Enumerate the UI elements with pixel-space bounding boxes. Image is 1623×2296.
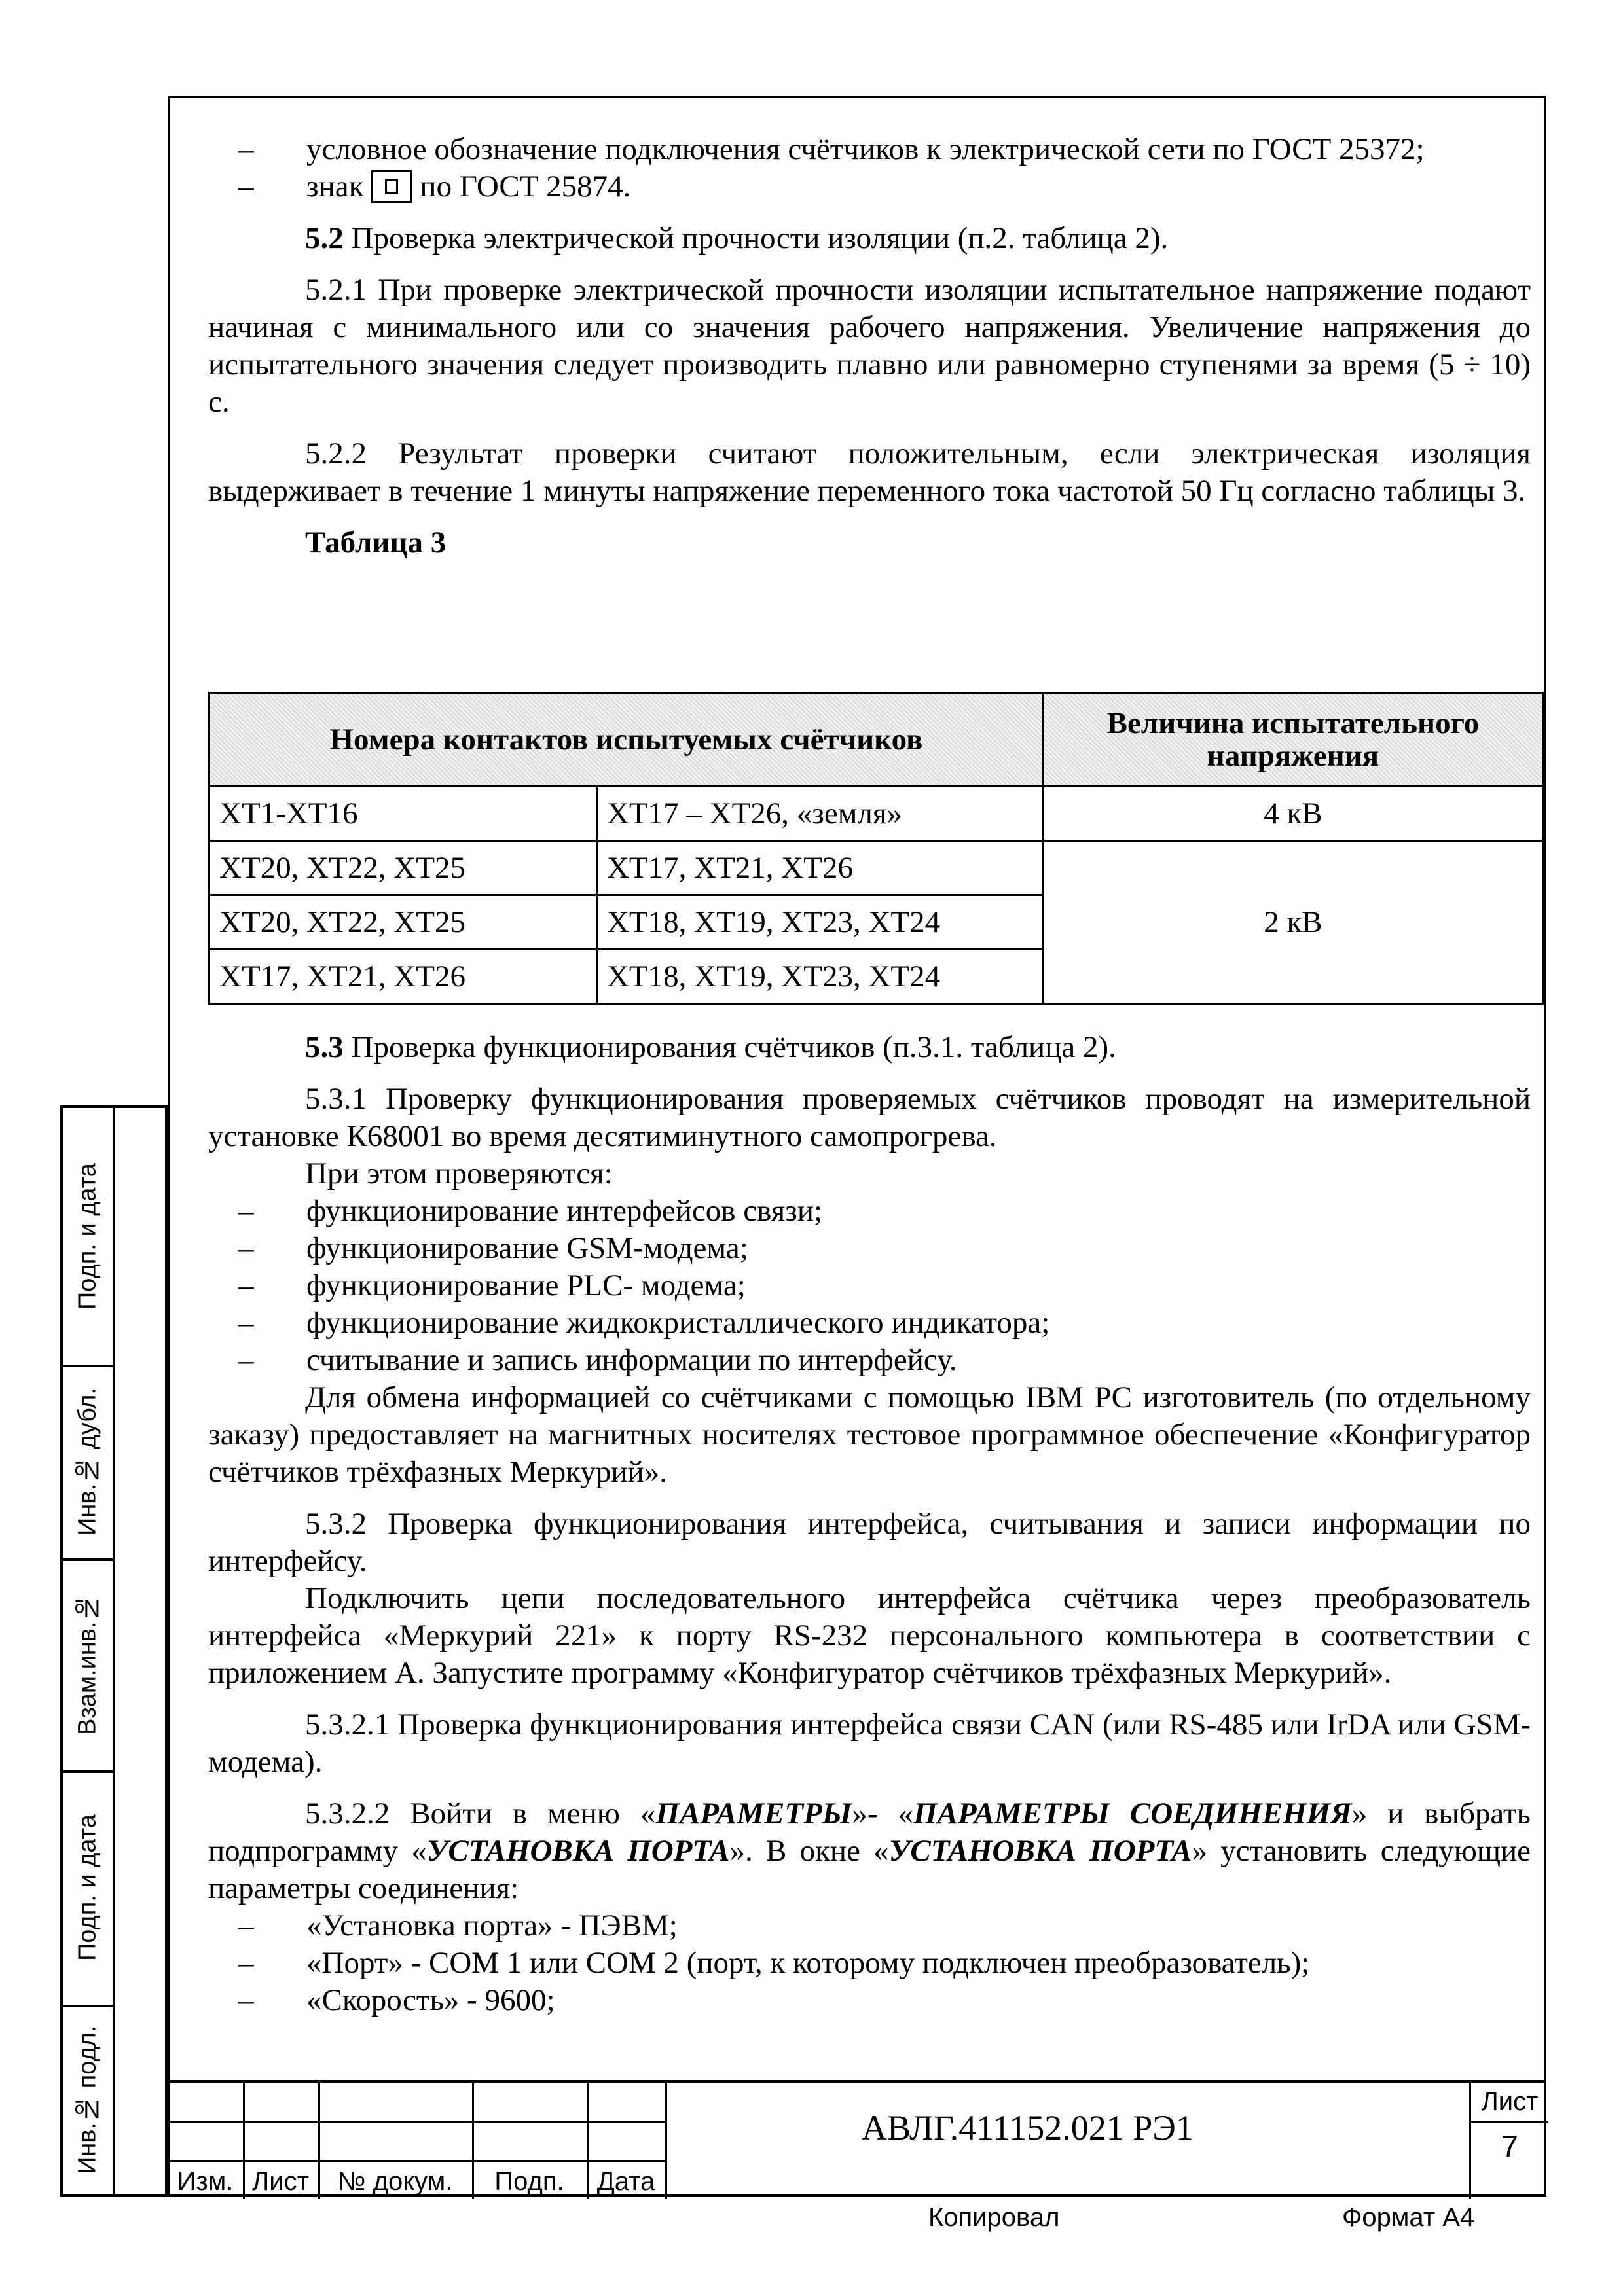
dash-mark: – [238,132,254,166]
table-row [210,841,1543,895]
table-header-row [210,693,1543,787]
document-body-continued [208,1029,1531,2019]
dash-mark: – [238,1983,254,2017]
table-3 [208,692,1544,1005]
list-item [208,1304,1531,1342]
dash-mark: – [238,1343,254,1377]
table-cell: ХТ17, ХТ21, ХТ26 [210,950,597,1004]
binding-sidebar [60,1105,168,2197]
table-cell-voltage: 4 кВ [1043,787,1542,841]
sidebar-label: Инв.№ подл. [73,2025,101,2174]
stamp-label-change: Изм. [177,2167,234,2196]
list-item [208,1267,1531,1304]
list-item-text: функционирование жидкокристаллического индикатора; [306,1306,1050,1340]
paragraph-5-2-1: 5.2.1 При проверке электрической прочности изоляции испытательное напряжение подают начиная с минимального или со значения рабочего напряжения. Увеличение напряжения до испытательного значения следует производить плавно или равномерно ступенями за время (5 ÷ 10) с. [208,273,1531,420]
paragraph-5-3-2-2 [208,1795,1531,1907]
sign-line-after: по ГОСТ 25874. [420,170,631,204]
sidebar-label: Взам.инв.№ [73,1594,101,1735]
list-item [208,131,1531,168]
sidebar-label: Инв.№ дубл. [73,1388,101,1535]
paragraph-connect: Подключить цепи последовательного интерфейса счётчика через преобразователь интерфейса «Меркурий 221» к порту RS-232 персонального компьютера в соответствии с приложением А. Запустите программу «Конфигуратор счётчиков трёхфазных Меркурий». [208,1581,1531,1690]
list-item-text: «Скорость» - 9600; [306,1983,555,2017]
header-voltage: Величина испытательного напряжения [1043,693,1542,787]
list-item-text: функционирование PLC- модема; [306,1268,746,1302]
menu-name: ПАРАМЕТРЫ [655,1797,852,1831]
sidebar-label: Подп. и дата [73,1163,101,1310]
section-number: 5.2 [305,221,344,256]
text-run: » и выбрать подпрограмму « [208,1797,1531,1868]
dash-mark: – [238,170,254,204]
sheet-label: Лист [1471,2083,1548,2123]
sheet-number: 7 [1501,2129,1518,2163]
table-cell: ХТ20, ХТ22, ХТ25 [210,841,597,895]
header-contacts: Номера контактов испытуемых счётчиков [210,693,1044,787]
table-cell: ХТ17, ХТ21, ХТ26 [596,841,1043,895]
text-run: »- « [852,1797,913,1831]
table-cell: ХТ1-ХТ16 [210,787,597,841]
list-item [208,1982,1531,2019]
footer-copied: Копировал [928,2203,1060,2232]
section-title: Проверка функционирования счётчиков (п.3.1. таблица 2). [351,1030,1116,1064]
menu-name: ПАРАМЕТРЫ СОЕДИНЕНИЯ [913,1797,1352,1831]
paragraph-5-3-2: 5.3.2 Проверка функционирования интерфейса, считывания и записи информации по интерфейсу. [208,1507,1531,1578]
stamp-label-doc: № докум. [337,2167,453,2196]
paragraph-exchange: Для обмена информацией со счётчиками с помощью IBM PC изготовитель (по отдельному заказу) предоставляет на магнитных носителях тестовое программное обеспечение «Конфигуратор счётчиков трёхфазных Меркурий». [208,1380,1531,1489]
table-caption: Таблица 3 [305,526,447,560]
dash-mark: – [238,1946,254,1980]
stamp-label-sheet: Лист [252,2167,309,2196]
double-square-icon [371,170,412,203]
section-5-3-heading [208,1029,1531,1066]
document-number: АВЛГ.411152.021 РЭ1 [862,2108,1194,2147]
list-item [208,1945,1531,1982]
text-run: 5.3.2.2 Войти в меню « [305,1797,656,1831]
dash-mark: – [238,1231,254,1265]
list-item [208,1342,1531,1379]
sidebar-label: Подп. и дата [73,1814,101,1961]
footer-format: Формат А4 [1342,2203,1475,2232]
section-number: 5.3 [305,1030,344,1064]
list-item-text: функционирование GSM-модема; [306,1231,748,1265]
list-item-text: «Установка порта» - ПЭВМ; [306,1909,678,1943]
dash-mark: – [238,1194,254,1228]
title-block [168,2080,1546,2199]
document-body [208,131,1531,562]
paragraph-5-2-2: 5.2.2 Результат проверки считают положительным, если электрическая изоляция выдерживает в течение 1 минуты напряжение переменного тока частотой 50 Гц согласно таблицы 3. [208,437,1531,509]
text-run: ». В окне « [729,1834,889,1868]
dash-mark: – [238,1909,254,1943]
menu-name: УСТАНОВКА ПОРТА [426,1834,730,1868]
table-cell-voltage: 2 кВ [1043,841,1542,1004]
section-title: Проверка электрической прочности изоляции (п.2. таблица 2). [351,221,1169,256]
list-item-text: условное обозначение подключения счётчиков к электрической сети по ГОСТ 25372; [306,132,1425,166]
menu-name: УСТАНОВКА ПОРТА [888,1834,1192,1868]
sign-line-before: знак [306,170,364,204]
sign-line [208,168,1531,206]
list-item [208,1193,1531,1230]
table-row [210,787,1543,841]
section-5-2-heading [208,220,1531,257]
table-cell: ХТ18, ХТ19, ХТ23, ХТ24 [596,950,1043,1004]
text-run: » установить следующие параметры соединения: [208,1834,1531,1905]
table-cell: ХТ18, ХТ19, ХТ23, ХТ24 [596,895,1043,950]
stamp-label-sign: Подп. [494,2167,564,2196]
paragraph-5-3-2-1: 5.3.2.1 Проверка функционирования интерфейса связи CAN (или RS-485 или IrDA или GSM-модема). [208,1708,1531,1779]
list-item-text: функционирование интерфейсов связи; [306,1194,823,1228]
paragraph-5-3-1: 5.3.1 Проверку функционирования проверяемых счётчиков проводят на измерительной установке К68001 во время десятиминутного самопрогрева. [208,1082,1531,1153]
table-cell: ХТ17 – ХТ26, «земля» [596,787,1043,841]
list-item [208,1907,1531,1945]
stamp-label-date: Дата [596,2167,655,2196]
checked-intro: При этом проверяются: [305,1157,613,1191]
list-item-text: «Порт» - COM 1 или COM 2 (порт, к которому подключен преобразователь); [306,1946,1310,1980]
dash-mark: – [238,1268,254,1302]
sheet-box [1469,2083,1548,2199]
list-item [208,1230,1531,1267]
list-item-text: считывание и запись информации по интерфейсу. [306,1343,957,1377]
dash-mark: – [238,1306,254,1340]
table-cell: ХТ20, ХТ22, ХТ25 [210,895,597,950]
